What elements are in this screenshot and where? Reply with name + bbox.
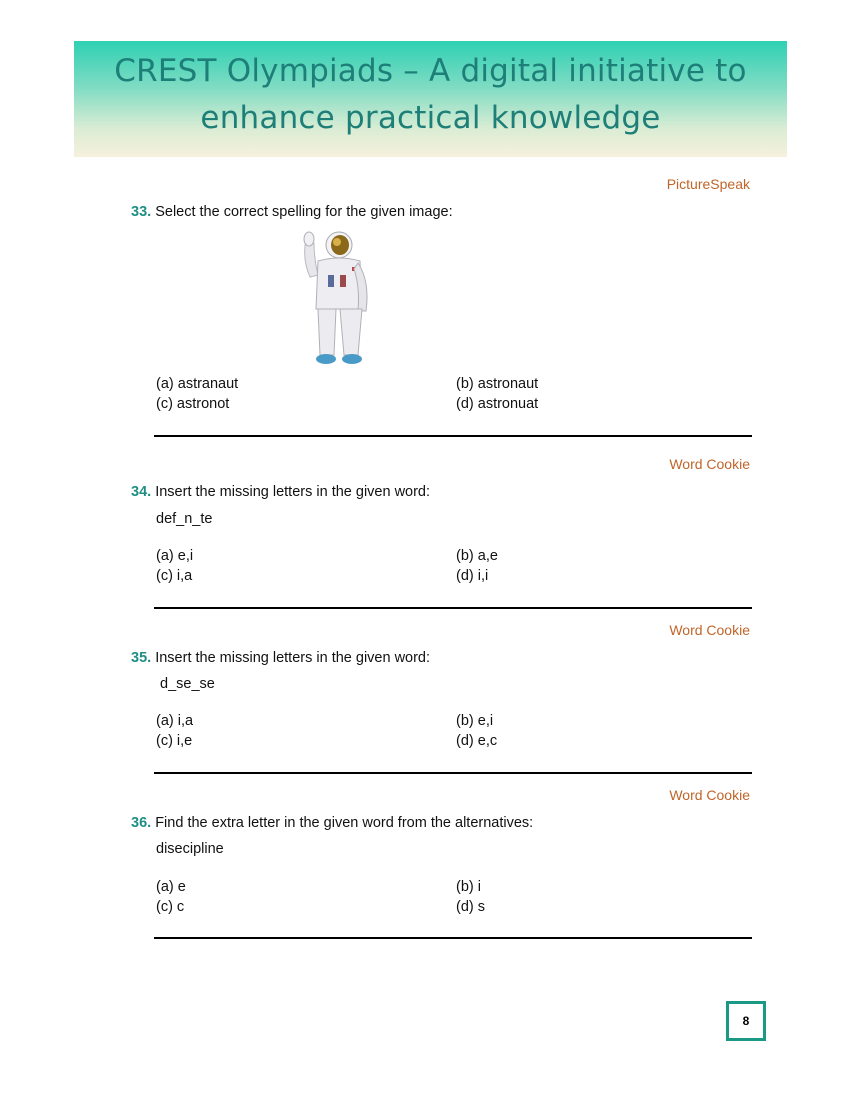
divider bbox=[154, 435, 752, 437]
option-d[interactable]: (d) astronuat bbox=[456, 396, 539, 412]
question-word: disecipline bbox=[156, 841, 224, 857]
question-number: 33. bbox=[131, 204, 152, 220]
option-a[interactable]: (a) e bbox=[156, 879, 186, 895]
option-b[interactable]: (b) astronaut bbox=[456, 376, 539, 392]
header-title-line2: enhance practical knowledge bbox=[200, 100, 661, 136]
option-b[interactable]: (b) i bbox=[456, 879, 481, 895]
option-a[interactable]: (a) e,i bbox=[156, 548, 194, 564]
option-c[interactable]: (c) i,e bbox=[156, 733, 193, 749]
question-33 bbox=[131, 204, 453, 220]
question-word: def_n_te bbox=[156, 511, 213, 527]
section-label-word-cookie: Word Cookie bbox=[669, 787, 750, 803]
option-b[interactable]: (b) e,i bbox=[456, 713, 494, 729]
question-text: Select the correct spelling for the given image: bbox=[155, 204, 453, 220]
question-text: Insert the missing letters in the given word: bbox=[155, 650, 431, 666]
divider bbox=[154, 772, 752, 774]
divider bbox=[154, 607, 752, 609]
question-word: d_se_se bbox=[160, 676, 215, 692]
question-text: Find the extra letter in the given word from the alternatives: bbox=[155, 815, 534, 831]
question-number: 34. bbox=[131, 484, 152, 500]
page-number-box bbox=[726, 1001, 766, 1041]
section-label-word-cookie: Word Cookie bbox=[669, 622, 750, 638]
question-34 bbox=[131, 484, 430, 500]
option-c[interactable]: (c) c bbox=[156, 899, 185, 915]
option-d[interactable]: (d) i,i bbox=[456, 568, 489, 584]
question-number: 36. bbox=[131, 815, 152, 831]
option-d[interactable]: (d) e,c bbox=[456, 733, 498, 749]
option-a[interactable]: (a) astranaut bbox=[156, 376, 239, 392]
divider bbox=[154, 937, 752, 939]
option-a[interactable]: (a) i,a bbox=[156, 713, 194, 729]
section-label-word-cookie: Word Cookie bbox=[669, 456, 750, 472]
option-b[interactable]: (b) a,e bbox=[456, 548, 498, 564]
astronaut-image bbox=[292, 229, 372, 369]
question-number: 35. bbox=[131, 650, 152, 666]
option-d[interactable]: (d) s bbox=[456, 899, 485, 915]
question-text: Insert the missing letters in the given word: bbox=[155, 484, 431, 500]
header-banner bbox=[74, 41, 787, 157]
question-35 bbox=[131, 650, 430, 666]
section-label-picturespeak: PictureSpeak bbox=[666, 176, 750, 192]
page-number: 8 bbox=[742, 1014, 750, 1028]
option-c[interactable]: (c) astronot bbox=[156, 396, 230, 412]
header-title-line1: CREST Olympiads – A digital initiative to bbox=[114, 53, 747, 89]
question-36 bbox=[131, 815, 533, 831]
option-c[interactable]: (c) i,a bbox=[156, 568, 193, 584]
